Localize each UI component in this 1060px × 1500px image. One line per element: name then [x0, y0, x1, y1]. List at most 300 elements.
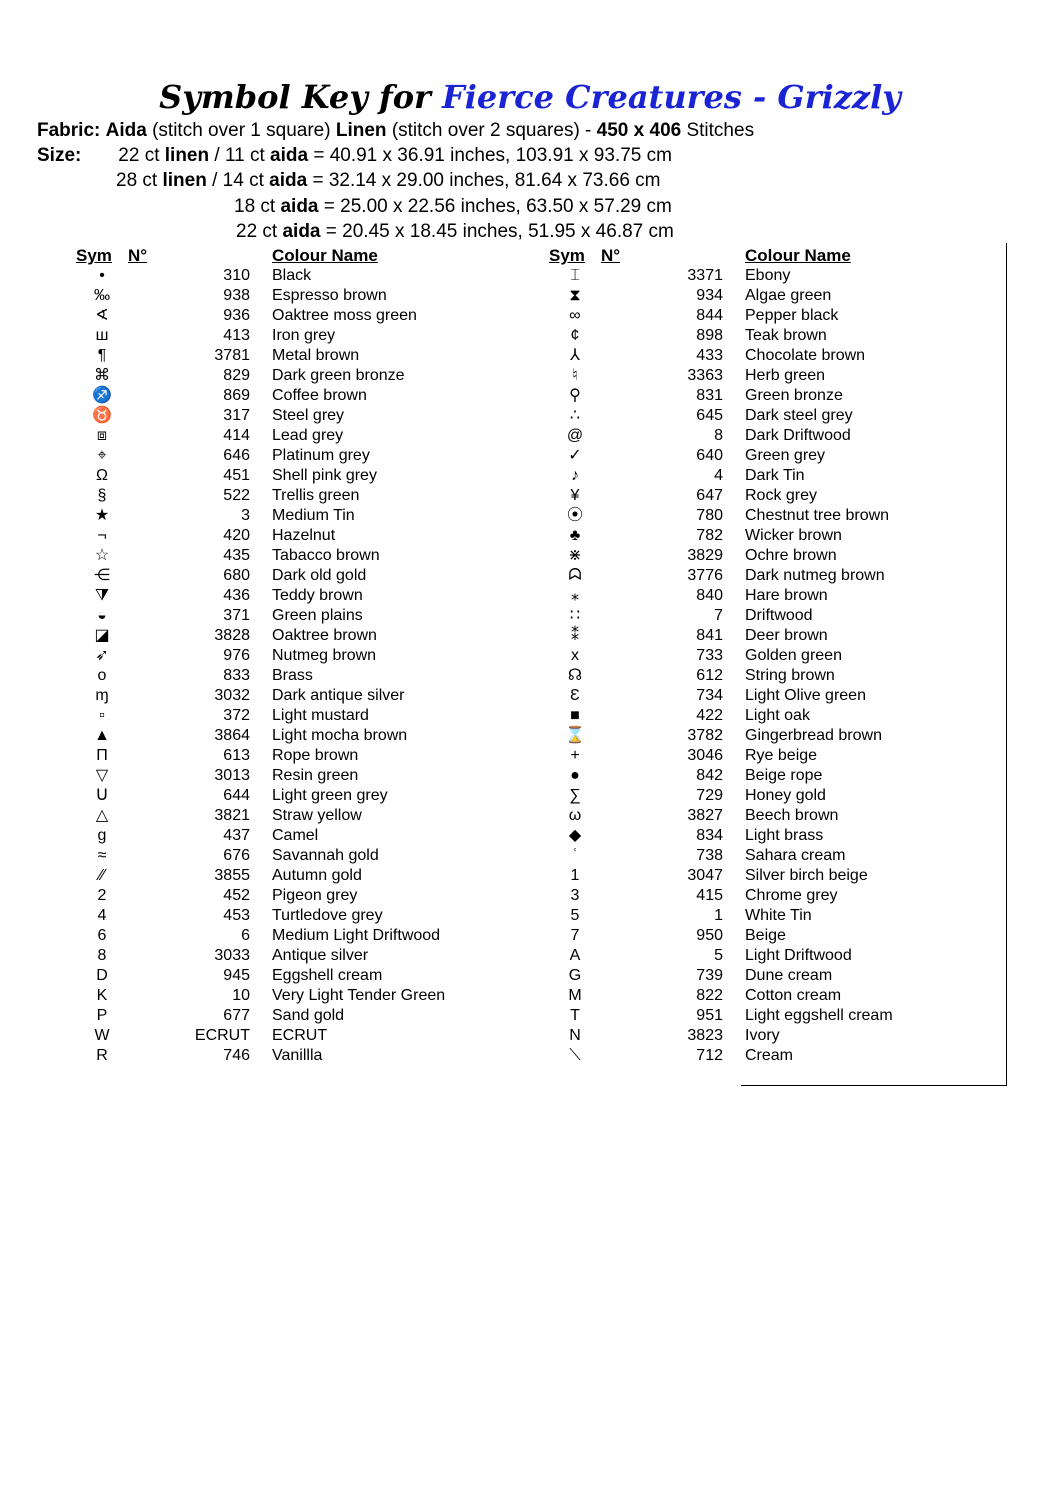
table-row [76, 566, 548, 586]
symbol-cell: ♣ [569, 527, 581, 544]
pattern-name: Fierce Creatures - Grizzly [442, 78, 901, 116]
size-line-1 [37, 145, 672, 167]
table-row [76, 826, 548, 846]
header-name: Colour Name [745, 246, 851, 265]
dmc-number-cell: 782 [696, 527, 723, 544]
dmc-number-cell: 3 [241, 507, 250, 524]
table-row [76, 886, 548, 906]
symbol-cell: 6 [97, 927, 107, 944]
colour-name-cell: Green bronze [745, 387, 843, 404]
table-row [76, 486, 548, 506]
colour-name-cell: Turtledove grey [272, 907, 383, 924]
table-row [549, 746, 1021, 766]
dmc-number-cell: 945 [223, 967, 250, 984]
colour-name-cell: Cream [745, 1047, 794, 1064]
dmc-number-cell: 6 [241, 927, 250, 944]
dmc-number-cell: 422 [696, 707, 723, 724]
symbol-cell: ⋇ [568, 547, 582, 564]
colour-name-cell: Iron grey [272, 327, 336, 344]
colour-name-cell: Camel [272, 827, 319, 844]
dmc-number-cell: 844 [696, 307, 723, 324]
symbol-cell: 8 [97, 947, 107, 964]
dmc-number-cell: 834 [696, 827, 723, 844]
dmc-number-cell: 869 [223, 387, 250, 404]
table-row [76, 426, 548, 446]
symbol-cell: g [97, 827, 107, 844]
colour-name-cell: Very Light Tender Green [272, 987, 446, 1004]
colour-name-cell: Light oak [745, 707, 810, 724]
colour-name-cell: Light Driftwood [745, 947, 852, 964]
dmc-number-cell: 3821 [214, 807, 250, 824]
table-row [549, 586, 1021, 606]
colour-name-cell: Herb green [745, 367, 826, 384]
symbol-cell: ⚲ [569, 387, 581, 404]
table-row [549, 846, 1021, 866]
dmc-number-cell: 822 [696, 987, 723, 1004]
symbol-cell: ᗣ [568, 567, 582, 584]
table-row [549, 446, 1021, 466]
table-row [549, 266, 1021, 286]
colour-name-cell: Algae green [745, 287, 832, 304]
table-row [76, 666, 548, 686]
table-row [549, 966, 1021, 986]
colour-name-cell: Savannah gold [272, 847, 379, 864]
right-border-line [1006, 243, 1007, 1086]
symbol-cell: 4 [97, 907, 107, 924]
dmc-number-cell: 3855 [214, 867, 250, 884]
size-label: Size: [37, 145, 82, 166]
dmc-number-cell: 613 [223, 747, 250, 764]
colour-name-cell: Sand gold [272, 1007, 345, 1024]
table-row [549, 726, 1021, 746]
colour-name-cell: Beech brown [745, 807, 839, 824]
symbol-cell: T [570, 1007, 580, 1024]
table-row [76, 766, 548, 786]
symbol-cell: ▫ [99, 707, 105, 724]
table-row [76, 986, 548, 1006]
fabric-line [37, 120, 754, 142]
table-row [549, 366, 1021, 386]
dmc-number-cell: 746 [223, 1047, 250, 1064]
symbol-cell: ♮ [572, 367, 578, 384]
table-row [76, 446, 548, 466]
dmc-number-cell: 612 [696, 667, 723, 684]
dmc-number-cell: 371 [223, 607, 250, 624]
colour-name-cell: Dark Driftwood [745, 427, 851, 444]
colour-name-cell: ECRUT [272, 1027, 328, 1044]
dmc-number-cell: 8 [714, 427, 723, 444]
table-row [549, 286, 1021, 306]
colour-name-cell: Steel grey [272, 407, 345, 424]
dmc-number-cell: 733 [696, 647, 723, 664]
colour-name-cell: White Tin [745, 907, 812, 924]
size-dims: = 40.91 x 36.91 inches, 103.91 x 93.75 cm [313, 145, 672, 166]
symbol-cell: ⅄ [570, 347, 580, 364]
colour-name-cell: Dark steel grey [745, 407, 853, 424]
size-dims: = 25.00 x 22.56 inches, 63.50 x 57.29 cm [323, 196, 672, 217]
symbol-cell: ☊ [567, 667, 583, 684]
symbol-cell: ω [568, 807, 582, 824]
colour-name-cell: Driftwood [745, 607, 813, 624]
dmc-number-cell: 646 [223, 447, 250, 464]
table-row [76, 346, 548, 366]
colour-name-cell: Coffee brown [272, 387, 367, 404]
table-row [549, 886, 1021, 906]
symbol-cell: ♪ [571, 467, 579, 484]
dmc-number-cell: 734 [696, 687, 723, 704]
table-header-row [549, 246, 1021, 266]
fabric-stitches-suffix: Stitches [686, 120, 755, 141]
colour-name-cell: Tabacco brown [272, 547, 380, 564]
table-row [76, 546, 548, 566]
colour-name-cell: Dark Tin [745, 467, 805, 484]
dmc-number-cell: 453 [223, 907, 250, 924]
table-row [549, 826, 1021, 846]
dmc-number-cell: 317 [223, 407, 250, 424]
symbol-cell: ⁎ [571, 587, 579, 604]
dmc-number-cell: 414 [223, 427, 250, 444]
table-row [549, 866, 1021, 886]
fabric-aida-note: (stitch over 1 square) [152, 120, 331, 141]
table-header-row [76, 246, 548, 266]
symbol-cell: ∷ [569, 607, 581, 624]
dmc-number-cell: 3013 [214, 767, 250, 784]
dmc-number-cell: 433 [696, 347, 723, 364]
symbol-cell: ◒ [97, 607, 107, 624]
colour-name-cell: Oaktree moss green [272, 307, 417, 324]
dmc-number-cell: 3781 [214, 347, 250, 364]
symbol-cell: ʿ [572, 847, 578, 864]
dmc-number-cell: 420 [223, 527, 250, 544]
colour-name-cell: Chrome grey [745, 887, 838, 904]
colour-name-cell: Metal brown [272, 347, 360, 364]
dmc-number-cell: 436 [223, 587, 250, 604]
symbol-table-left [76, 246, 548, 1066]
colour-name-cell: Brass [272, 667, 313, 684]
colour-name-cell: Teddy brown [272, 587, 363, 604]
table-row [76, 586, 548, 606]
header-num: N° [128, 246, 148, 265]
size-ct: 28 ct [116, 170, 158, 191]
table-row [549, 546, 1021, 566]
dmc-number-cell: 3827 [687, 807, 723, 824]
table-row [76, 386, 548, 406]
dmc-number-cell: 3828 [214, 627, 250, 644]
size-ct2: / 14 ct [212, 170, 264, 191]
dmc-number-cell: 712 [696, 1047, 723, 1064]
title-prefix: Symbol Key for [159, 78, 431, 116]
colour-name-cell: Sahara cream [745, 847, 846, 864]
header-name: Colour Name [272, 246, 378, 265]
size-fabric: linen [162, 170, 207, 191]
colour-name-cell: Antique silver [272, 947, 369, 964]
colour-name-cell: Ebony [745, 267, 791, 284]
table-row [549, 926, 1021, 946]
colour-name-cell: Eggshell cream [272, 967, 383, 984]
symbol-cell: @ [566, 427, 584, 444]
colour-name-cell: Hazelnut [272, 527, 336, 544]
dmc-number-cell: 372 [223, 707, 250, 724]
symbol-cell: ✓ [568, 447, 582, 464]
colour-name-cell: Teak brown [745, 327, 827, 344]
dmc-number-cell: 647 [696, 487, 723, 504]
table-row [549, 406, 1021, 426]
symbol-cell: M [568, 987, 582, 1004]
table-row [549, 1006, 1021, 1026]
dmc-number-cell: 934 [696, 287, 723, 304]
table-row [549, 486, 1021, 506]
table-row [76, 466, 548, 486]
symbol-cell: ● [570, 767, 580, 784]
colour-name-cell: Light brass [745, 827, 824, 844]
dmc-number-cell: 3776 [687, 567, 723, 584]
table-row [76, 786, 548, 806]
table-row [76, 706, 548, 726]
dmc-number-cell: 3046 [687, 747, 723, 764]
colour-name-cell: Beige rope [745, 767, 823, 784]
dmc-number-cell: 676 [223, 847, 250, 864]
dmc-number-cell: 3371 [687, 267, 723, 284]
table-row [76, 306, 548, 326]
table-row [76, 726, 548, 746]
symbol-cell: ⧗ [569, 287, 581, 304]
symbol-cell: § [97, 487, 107, 504]
symbol-cell: x [571, 647, 579, 664]
size-fabric2: aida [269, 170, 308, 191]
symbol-cell: W [94, 1027, 110, 1044]
fabric-label: Fabric: [37, 120, 101, 141]
dmc-number-cell: 310 [223, 267, 250, 284]
dmc-number-cell: 738 [696, 847, 723, 864]
colour-name-cell: Light green grey [272, 787, 388, 804]
colour-name-cell: Wicker brown [745, 527, 842, 544]
colour-name-cell: Golden green [745, 647, 842, 664]
table-row [549, 786, 1021, 806]
table-row [549, 806, 1021, 826]
table-row [549, 466, 1021, 486]
colour-name-cell: Honey gold [745, 787, 826, 804]
dmc-number-cell: 644 [223, 787, 250, 804]
symbol-cell: ▽ [95, 767, 109, 784]
dmc-number-cell: 5 [714, 947, 723, 964]
colour-name-cell: Light mustard [272, 707, 369, 724]
table-row [76, 506, 548, 526]
dmc-number-cell: 938 [223, 287, 250, 304]
symbol-cell: ∴ [569, 407, 581, 424]
header-num: N° [601, 246, 621, 265]
table-row [76, 1006, 548, 1026]
table-row [76, 946, 548, 966]
size-fabric: aida [282, 221, 321, 242]
symbol-cell: ♉ [92, 407, 112, 424]
colour-name-cell: Black [272, 267, 312, 284]
dmc-number-cell: 415 [696, 887, 723, 904]
colour-name-cell: Chestnut tree brown [745, 507, 890, 524]
size-ct: 18 ct [234, 196, 276, 217]
size-line-3 [234, 196, 672, 218]
table-row [549, 986, 1021, 1006]
table-row [549, 346, 1021, 366]
colour-name-cell: Ochre brown [745, 547, 837, 564]
colour-name-cell: Cotton cream [745, 987, 842, 1004]
colour-name-cell: Pepper black [745, 307, 839, 324]
symbol-table-right [549, 246, 1021, 1066]
colour-name-cell: Vanillla [272, 1047, 323, 1064]
size-fabric: linen [164, 145, 210, 166]
dmc-number-cell: 842 [696, 767, 723, 784]
dmc-number-cell: 3864 [214, 727, 250, 744]
size-line-4 [236, 221, 674, 243]
colour-name-cell: Ivory [745, 1027, 780, 1044]
table-row [549, 686, 1021, 706]
symbol-cell: + [570, 747, 580, 764]
fabric-linen-note: (stitch over 2 squares) - [391, 120, 592, 141]
colour-name-cell: Resin green [272, 767, 359, 784]
dmc-number-cell: 3823 [687, 1027, 723, 1044]
table-row [76, 966, 548, 986]
table-row [549, 506, 1021, 526]
table-row [76, 806, 548, 826]
symbol-cell: ∢ [95, 307, 109, 324]
symbol-cell: ⋲ [94, 567, 110, 584]
colour-name-cell: Platinum grey [272, 447, 370, 464]
dmc-number-cell: 840 [696, 587, 723, 604]
dmc-number-cell: 3829 [687, 547, 723, 564]
colour-name-cell: Pigeon grey [272, 887, 358, 904]
table-row [549, 626, 1021, 646]
colour-name-cell: Rope brown [272, 747, 359, 764]
symbol-cell: ш [95, 327, 109, 344]
symbol-cell: 1 [570, 867, 580, 884]
dmc-number-cell: 451 [223, 467, 250, 484]
colour-name-cell: Rye beige [745, 747, 818, 764]
colour-name-cell: Trellis green [272, 487, 360, 504]
dmc-number-cell: 645 [696, 407, 723, 424]
table-row [549, 386, 1021, 406]
dmc-number-cell: 831 [696, 387, 723, 404]
table-row [549, 766, 1021, 786]
symbol-cell: R [96, 1047, 108, 1064]
table-row [76, 906, 548, 926]
symbol-cell: 3 [570, 887, 580, 904]
dmc-number-cell: 829 [223, 367, 250, 384]
size-dims: = 20.45 x 18.45 inches, 51.95 x 46.87 cm [325, 221, 674, 242]
dmc-number-cell: 976 [223, 647, 250, 664]
colour-name-cell: Hare brown [745, 587, 828, 604]
colour-name-cell: Straw yellow [272, 807, 362, 824]
symbol-cell: Ɛ [570, 687, 580, 704]
table-row [549, 666, 1021, 686]
colour-name-cell: Light mocha brown [272, 727, 408, 744]
dmc-number-cell: 3782 [687, 727, 723, 744]
table-row [549, 326, 1021, 346]
symbol-cell: 5 [570, 907, 580, 924]
symbol-cell: Ս [96, 787, 108, 804]
dmc-number-cell: 435 [223, 547, 250, 564]
symbol-cell: ■ [570, 707, 580, 724]
dmc-number-cell: 3032 [214, 687, 250, 704]
colour-name-cell: Gingerbread brown [745, 727, 882, 744]
dmc-number-cell: 898 [696, 327, 723, 344]
table-row [76, 366, 548, 386]
colour-name-cell: String brown [745, 667, 835, 684]
symbol-cell: ‰ [94, 287, 110, 304]
colour-name-cell: Dune cream [745, 967, 833, 984]
table-row [76, 846, 548, 866]
dmc-number-cell: 10 [232, 987, 250, 1004]
symbol-cell: △ [95, 807, 109, 824]
page-title [0, 78, 1060, 116]
colour-name-cell: Light eggshell cream [745, 1007, 893, 1024]
dmc-number-cell: 680 [223, 567, 250, 584]
colour-name-cell: Nutmeg brown [272, 647, 377, 664]
colour-name-cell: Rock grey [745, 487, 818, 504]
symbol-cell: ▲ [94, 727, 110, 744]
symbol-cell: P [96, 1007, 108, 1024]
symbol-cell: ⁄⁄ [99, 867, 105, 884]
table-row [549, 566, 1021, 586]
table-row [76, 746, 548, 766]
fabric-stitches: 450 x 406 [596, 120, 682, 141]
dmc-number-cell: 841 [696, 627, 723, 644]
size-ct: 22 ct [118, 145, 160, 166]
table-row [549, 526, 1021, 546]
symbol-cell: ¢ [570, 327, 580, 344]
dmc-number-cell: 677 [223, 1007, 250, 1024]
table-row [549, 1026, 1021, 1046]
table-row [76, 266, 548, 286]
table-row [76, 686, 548, 706]
dmc-number-cell: 640 [696, 447, 723, 464]
symbol-cell: ★ [94, 507, 110, 524]
colour-name-cell: Autumn gold [272, 867, 362, 884]
dmc-number-cell: 780 [696, 507, 723, 524]
dmc-number-cell: 7 [714, 607, 723, 624]
size-fabric2: aida [270, 145, 309, 166]
colour-name-cell: Espresso brown [272, 287, 387, 304]
colour-name-cell: Shell pink grey [272, 467, 377, 484]
colour-name-cell: Dark old gold [272, 567, 367, 584]
symbol-cell: ➶ [95, 647, 109, 664]
symbol-cell: ≈ [97, 847, 107, 864]
table-row [549, 706, 1021, 726]
dmc-number-cell: 452 [223, 887, 250, 904]
colour-name-cell: Dark green bronze [272, 367, 405, 384]
symbol-cell: Π [96, 747, 108, 764]
colour-name-cell: Lead grey [272, 427, 344, 444]
header-sym: Sym [76, 246, 112, 265]
bottom-border-line [741, 1085, 1007, 1086]
symbol-cell: ⌘ [94, 367, 110, 384]
colour-name-cell: Chocolate brown [745, 347, 866, 364]
symbol-cell: ⟍ [569, 1047, 581, 1064]
colour-name-cell: Light Olive green [745, 687, 866, 704]
symbol-cell: ¬ [97, 527, 107, 544]
colour-name-cell: Medium Tin [272, 507, 355, 524]
symbol-cell: ⧈ [96, 427, 108, 444]
symbol-cell: • [99, 267, 105, 284]
table-row [549, 426, 1021, 446]
symbol-cell: 7 [570, 927, 580, 944]
size-line-2 [116, 170, 661, 192]
colour-name-cell: Dark nutmeg brown [745, 567, 885, 584]
symbol-cell: ⌖ [97, 447, 107, 464]
symbol-cell: G [568, 967, 582, 984]
symbol-cell: ⦿ [566, 507, 583, 524]
table-row [76, 326, 548, 346]
colour-name-cell: Medium Light Driftwood [272, 927, 441, 944]
table-row [76, 626, 548, 646]
